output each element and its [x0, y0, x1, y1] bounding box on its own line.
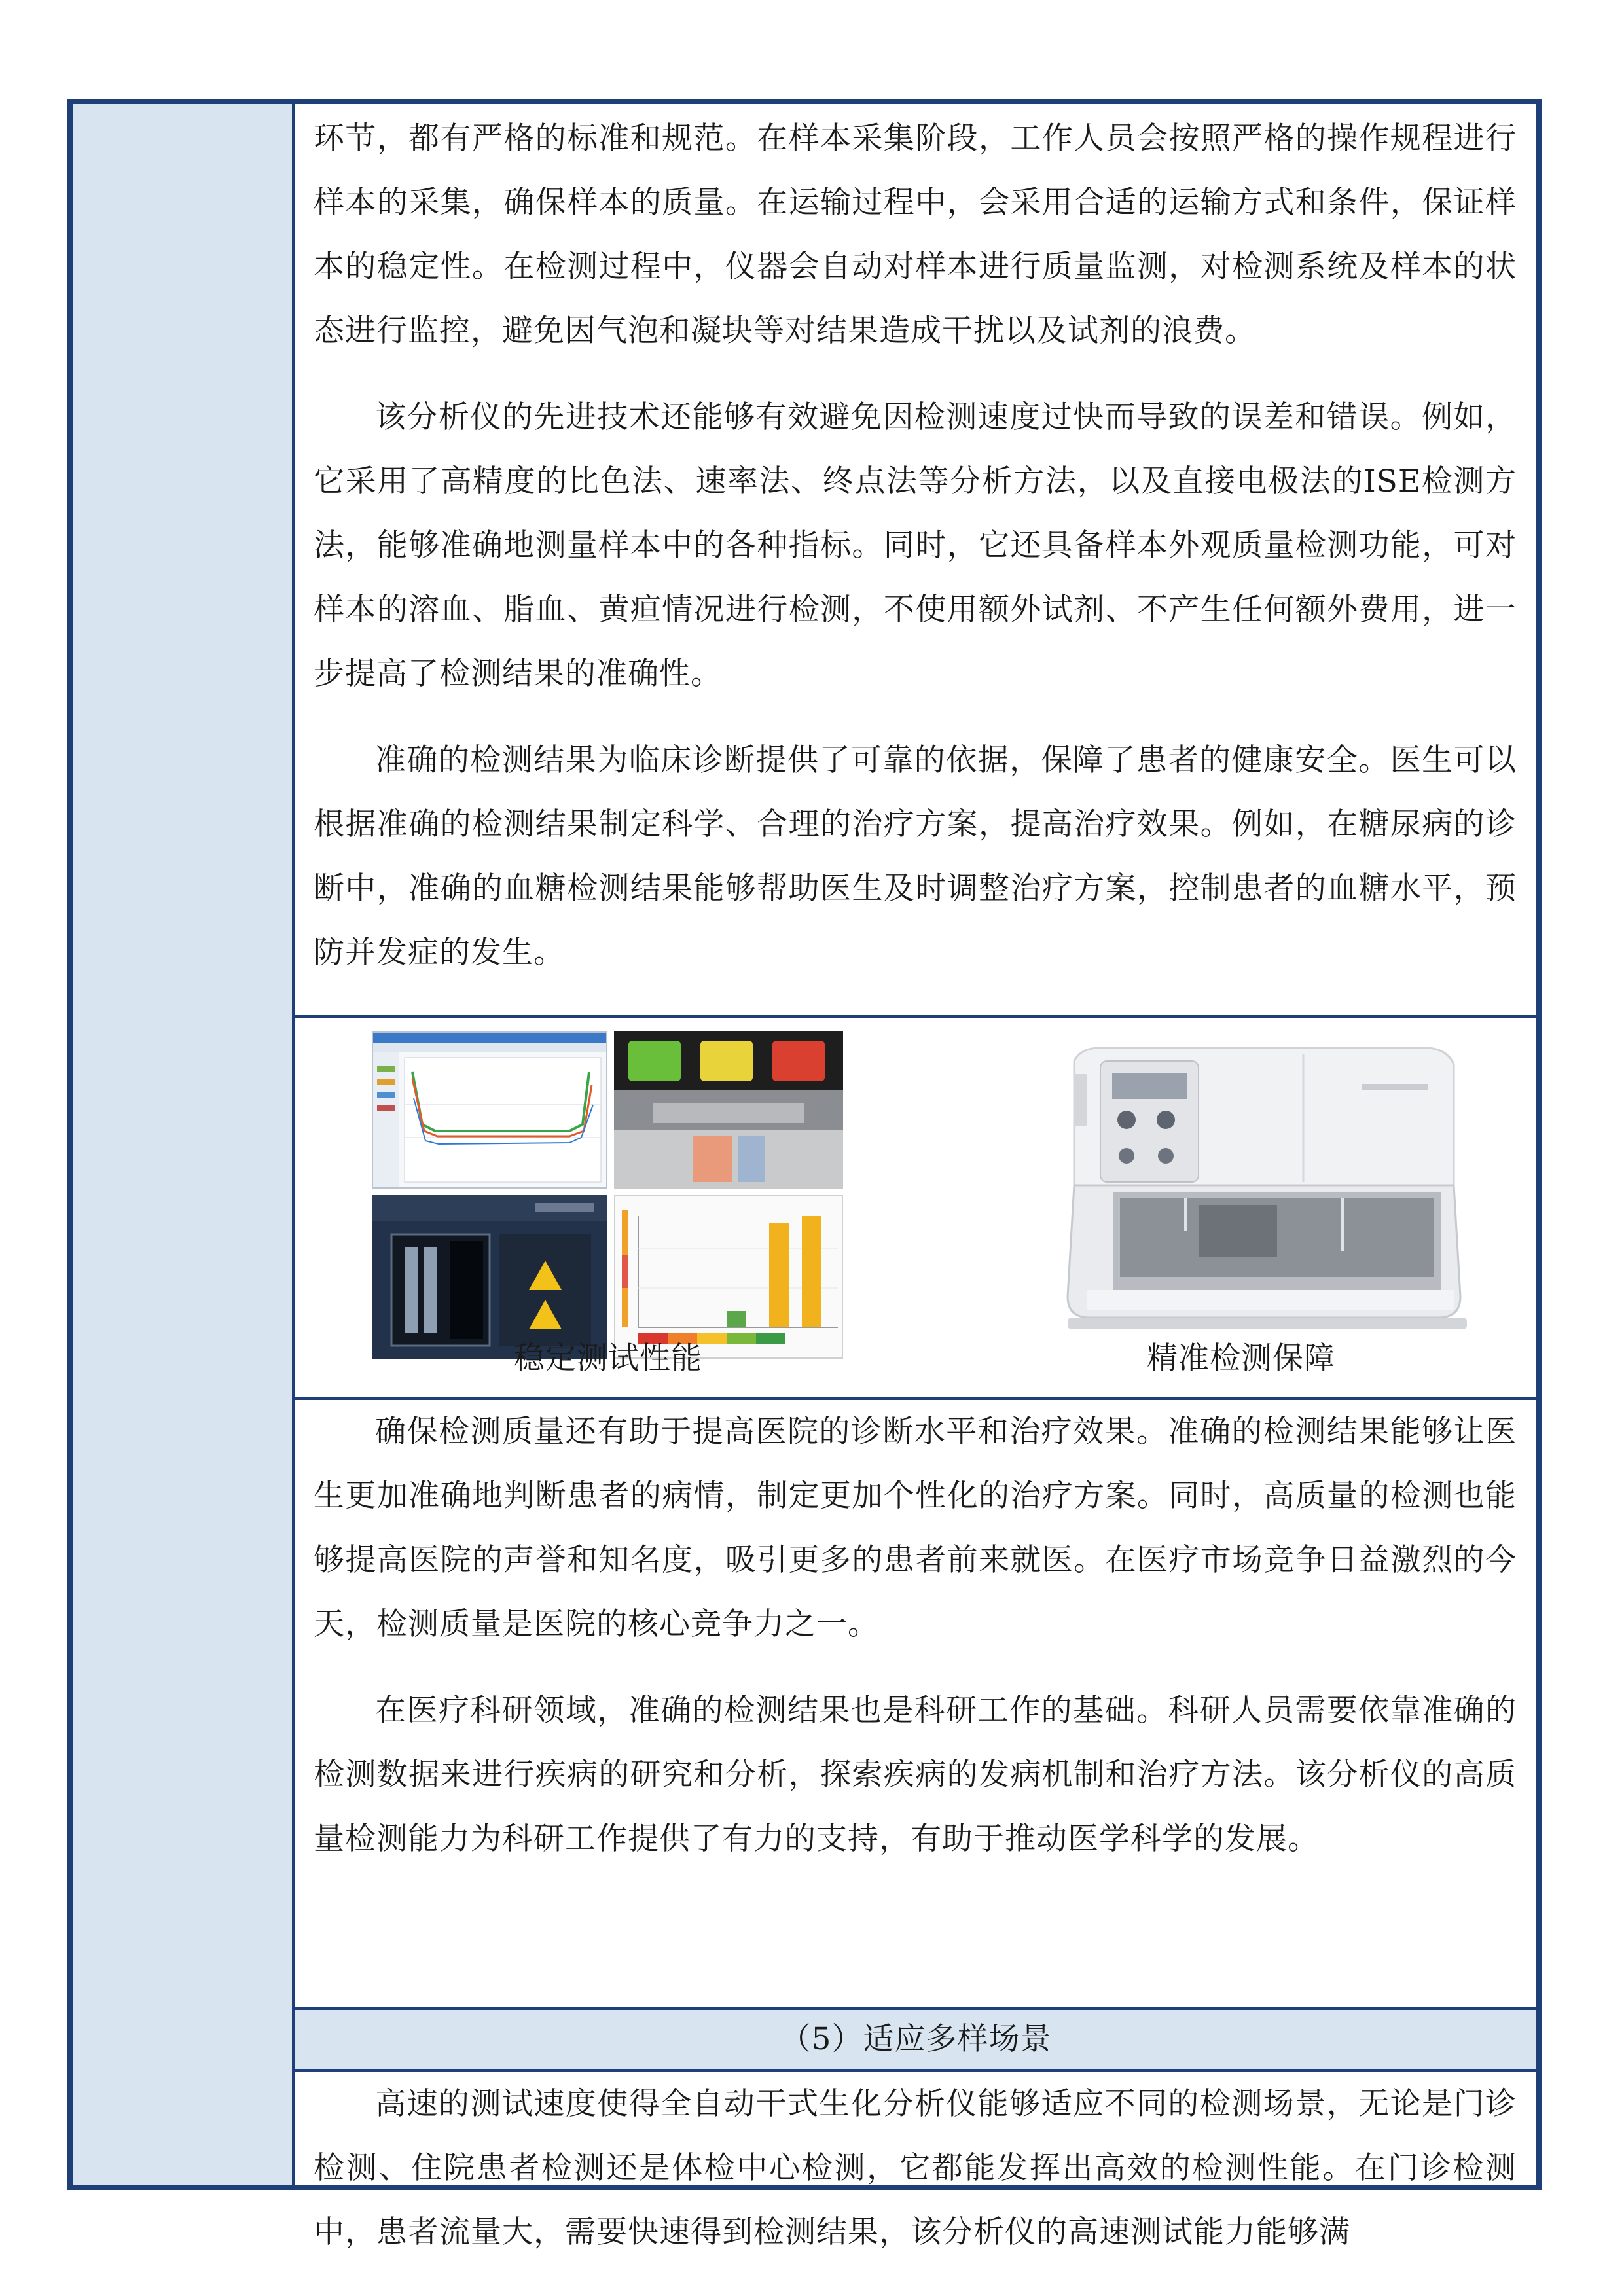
software-chart-panel	[372, 1031, 607, 1189]
content-frame	[67, 99, 1542, 2250]
paragraph: 高速的测试速度使得全自动干式生化分析仪能够适应不同的检测场景，无论是门诊检测、住院患者检测还是体检中心检测，它都能发挥出高效的检测性能。在门诊检测中，患者流量大，需要快速得到检测结果，该分析仪的高速测试能力能够满	[314, 2086, 1517, 2250]
text-block-2	[295, 1400, 1536, 2009]
analyzer-device-image	[996, 1035, 1487, 1349]
figure-caption-right: 精准检测保障	[1147, 1340, 1335, 1376]
figure-caption-left: 稳定测试性能	[514, 1340, 702, 1376]
paragraph: 该分析仪的先进技术还能够有效避免因检测速度过快而导致的误差和错误。例如，它采用了高精度的比色法、速率法、终点法等分析方法，以及直接电极法的ISE检测方法，能够准确地测量样本中的各种指标。同时，它还具备样本外观质量检测功能，可对样本的溶血、脂血、黄疸情况进行检测，不使用额外试剂、不产生任何额外费用，进一步提高了检测结果的准确性。	[314, 399, 1517, 692]
paragraph: 确保检测质量还有助于提高医院的诊断水平和治疗效果。准确的检测结果能够让医生更加准确地判断患者的病情，制定更加个性化的治疗方案。同时，高质量的检测也能够提高医院的声誉和知名度，吸引更多的患者前来就医。在医疗市场竞争日益激烈的今天，检测质量是医院的核心竞争力之一。	[314, 1414, 1517, 1642]
left-side-column	[73, 104, 295, 2185]
text-block-3	[295, 2072, 1536, 2250]
paragraph: 准确的检测结果为临床诊断提供了可靠的依据，保障了患者的健康安全。医生可以根据准确的检测结果制定科学、合理的治疗方案，提高治疗效果。例如，在糖尿病的诊断中，准确的血糖检测结果能够帮助医生及时调整治疗方案，控制患者的血糖水平，预防并发症的发生。	[314, 742, 1517, 971]
main-content-column	[295, 104, 1536, 2250]
indicator-lamps-panel	[614, 1031, 843, 1189]
text-block-1	[295, 107, 1536, 1020]
figure-row	[295, 1018, 1536, 1397]
paragraph: 在医疗科研领域，准确的检测结果也是科研工作的基础。科研人员需要依靠准确的检测数据来进行疾病的研究和分析，探索疾病的发病机制和治疗方法。该分析仪的高质量检测能力为科研工作提供了有力的支持，有助于推动医学科学的发展。	[314, 1693, 1517, 1857]
section-heading: （5）适应多样场景	[295, 2010, 1536, 2069]
paragraph: 环节，都有严格的标准和规范。在样本采集阶段，工作人员会按照严格的操作规程进行样本的采集，确保样本的质量。在运输过程中，会采用合适的运输方式和条件，保证样本的稳定性。在检测过程中，仪器会自动对样本进行质量监测，对检测系统及样本的状态进行监控，避免因气泡和凝块等对结果造成干扰以及试剂的浪费。	[314, 120, 1517, 349]
stability-test-composite-image	[372, 1031, 843, 1359]
